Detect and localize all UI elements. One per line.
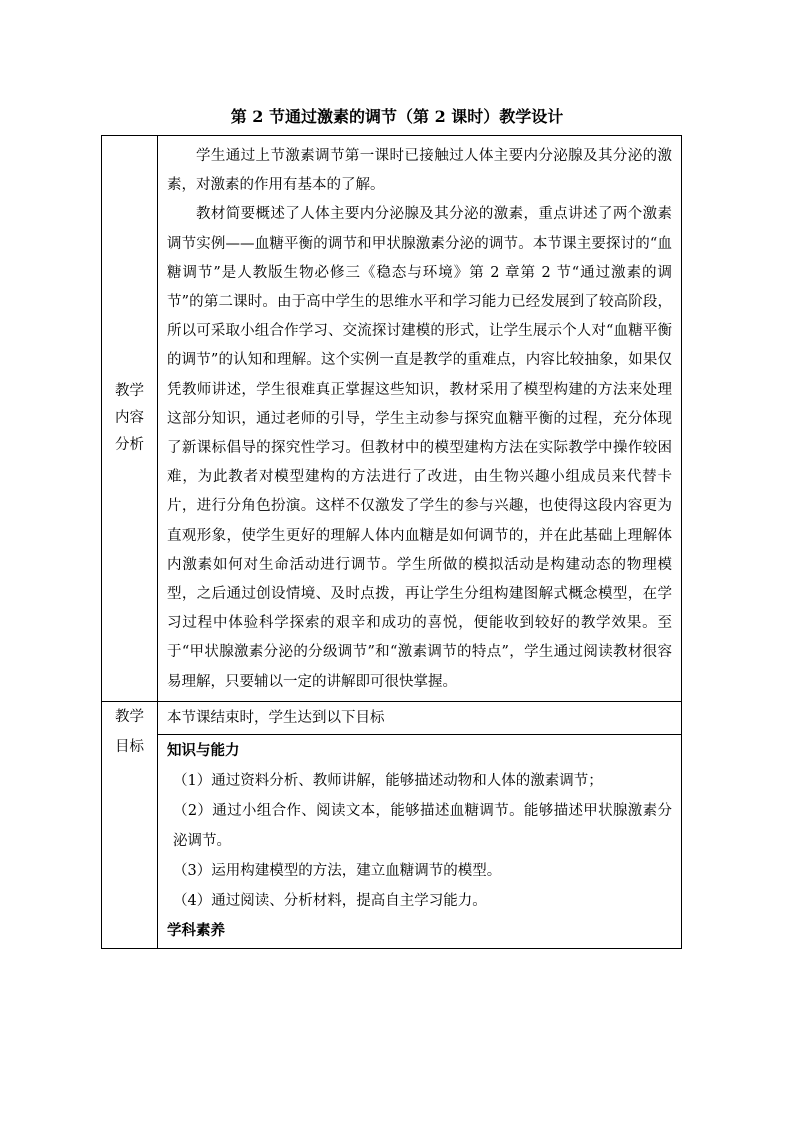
goals-intro-text: 本节课结束时，学生达到以下目标	[167, 709, 385, 726]
content-analysis-row	[102, 136, 682, 702]
content-analysis-label	[102, 136, 158, 702]
goals-intro	[158, 701, 682, 734]
goals-label	[102, 701, 158, 948]
label-line: 内容	[115, 409, 144, 426]
goals-intro-row	[102, 701, 682, 734]
literacy-heading: 学科素养	[167, 921, 225, 939]
knowledge-heading: 知识与能力	[167, 741, 240, 759]
label-line: 教学	[115, 382, 144, 399]
goal-item: （4）通过阅读、分析材料，提高自主学习能力。	[173, 892, 487, 909]
label-line: 分析	[115, 436, 144, 453]
goal-item: （1）通过资料分析、教师讲解，能够描述动物和人体的激素调节；	[173, 772, 603, 789]
paragraph: 教材简要概述了人体主要内分泌腺及其分泌的激素，重点讲述了两个激素调节实例——血糖平衡的调节和甲状腺激素分泌的调节。本节课主要探讨的“血糖调节”是人教版生物必修三《稳态与环境》第 2 章第 2 节“通过激素的调节”的第二课时。由于高中学生的思维水平和学习能力已经发展到了较高阶段，所以可采取小组合作学习、交流探讨建模的形式，让学生展示个人对“血糖平衡的调节”的认知和理解。这个实例一直是教学的重难点，内容比较抽象，如果仅凭教师讲述，学生很难真正掌握这些知识，教材采用了模型构建的方法来处理这部分知识，通过老师的引导，学生主动参与探究血糖平衡的过程，充分体现了新课标倡导的探究性学习。但教材中的模型建构方法在实际教学中操作较困难，为此教者对模型建构的方法进行了改进，由生物兴趣小组成员来代替卡片，进行分角色扮演。这样不仅激发了学生的参与兴趣，也使得这段内容更为直观形象，使学生更好的理解人体内血糖是如何调节的，并在此基础上理解体内激素如何对生命活动进行调节。学生所做的模拟活动是构建动态的物理模型，之后通过创设情境、及时点拨，再让学生分组构建图解式概念模型，在学习过程中体验科学探索的艰辛和成功的喜悦，便能收到较好的教学效果。至于“甲状腺激素分泌的分级调节”和“激素调节的特点”，学生通过阅读教材很容易理解，只要辅以一定的讲解即可很快掌握。	[167, 206, 672, 690]
lesson-design-table	[101, 135, 682, 949]
label-line: 教学	[115, 708, 144, 725]
goals-detail-row	[102, 734, 682, 948]
document-title: 第 2 节通过激素的调节（第 2 课时）教学设计	[230, 107, 564, 126]
paragraph: 学生通过上节激素调节第一课时已接触过人体主要内分泌腺及其分泌的激素，对激素的作用有基本的了解。	[167, 148, 672, 194]
content-analysis-text	[158, 136, 682, 702]
goal-item: （3）运用构建模型的方法，建立血糖调节的模型。	[173, 862, 502, 879]
goals-detail	[158, 734, 682, 948]
label-line: 目标	[115, 738, 144, 755]
goal-item: （2）通过小组合作、阅读文本，能够描述血糖调节。能够描述甲状腺激素分泌调节。	[173, 802, 672, 849]
